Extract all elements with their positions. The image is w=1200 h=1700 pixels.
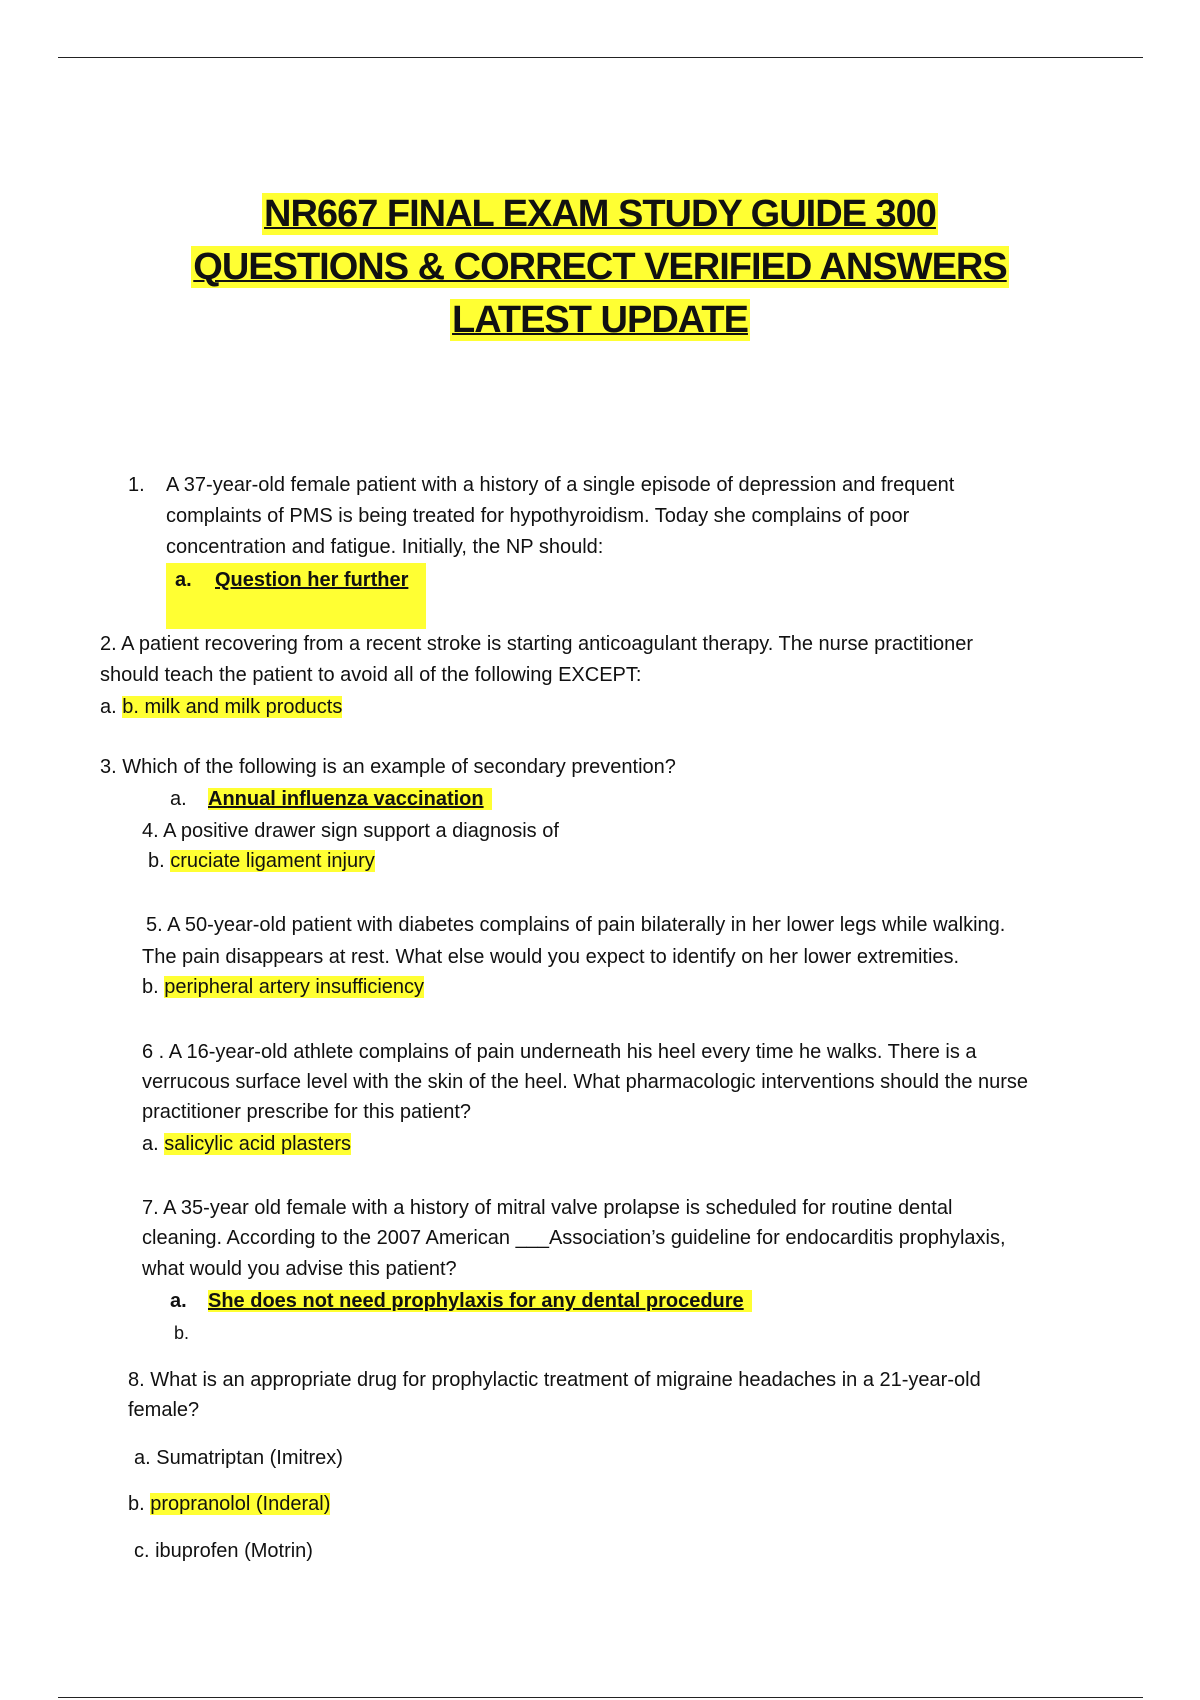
question-3-line-1: 3. Which of the following is an example of secondary prevention?: [100, 756, 676, 778]
question-8-option-c: c. ibuprofen (Motrin): [134, 1540, 313, 1562]
question-4-line-1: 4. A positive drawer sign support a diagnosis of: [142, 820, 559, 842]
title-line-2: QUESTIONS & CORRECT VERIFIED ANSWERS: [193, 246, 1007, 288]
question-7-line-3: what would you advise this patient?: [142, 1258, 457, 1280]
question-2-line-2: should teach the patient to avoid all of the following EXCEPT:: [100, 664, 642, 686]
question-7-line-1: 7. A 35-year old female with a history of mitral valve prolapse is scheduled for routine dental: [142, 1197, 953, 1219]
question-2-line-1: 2. A patient recovering from a recent stroke is starting anticoagulant therapy. The nurse practitioner: [100, 633, 974, 655]
question-7-answer: a. She does not need prophylaxis for any dental procedure: [170, 1286, 752, 1317]
question-4-answer: b. cruciate ligament injury: [148, 850, 375, 872]
question-7-line-2: cleaning. According to the 2007 American ___Association’s guideline for endocarditis prophylaxis,: [142, 1227, 1006, 1249]
question-6-line-1: 6 . A 16-year-old athlete complains of pain underneath his heel every time he walks. There is a: [142, 1041, 977, 1063]
question-6-line-3: practitioner prescribe for this patient?: [142, 1101, 472, 1123]
document-title: [0, 188, 1200, 347]
question-1-answer: a. Question her further: [175, 569, 409, 591]
question-5-answer: b. peripheral artery insufficiency: [142, 976, 425, 998]
question-6-answer: a. salicylic acid plasters: [142, 1133, 351, 1155]
question-8-option-a: a. Sumatriptan (Imitrex): [134, 1447, 343, 1469]
footer-rule: [58, 1697, 1143, 1698]
question-7-option-b: b.: [174, 1323, 190, 1343]
question-8-line-1: 8. What is an appropriate drug for prophylactic treatment of migraine headaches in a 21-year-old: [128, 1369, 981, 1391]
question-1-line-3: concentration and fatigue. Initially, the NP should:: [166, 536, 604, 558]
header-rule: [58, 57, 1143, 58]
question-1-line-2: complaints of PMS is being treated for hypothyroidism. Today she complains of poor: [166, 505, 910, 527]
question-number: 1.: [128, 474, 145, 496]
title-line-3: LATEST UPDATE: [452, 299, 748, 341]
question-8-line-2: female?: [128, 1399, 200, 1421]
question-8-option-b: b. propranolol (Inderal): [128, 1493, 331, 1515]
question-1-line-1: 1. A 37-year-old female patient with a history of a single episode of depression and frequent: [128, 470, 954, 501]
question-5-line-1: 5. A 50-year-old patient with diabetes complains of pain bilaterally in her lower legs while walking.: [146, 914, 1006, 936]
question-5-line-2: The pain disappears at rest. What else would you expect to identify on her lower extremities.: [142, 946, 960, 968]
question-6-line-2: verrucous surface level with the skin of the heel. What pharmacologic interventions should the nurse: [142, 1071, 1029, 1093]
title-line-1: NR667 FINAL EXAM STUDY GUIDE 300: [264, 193, 936, 235]
fill-in-blank: ___: [515, 1227, 549, 1249]
question-2-answer: a. b. milk and milk products: [100, 696, 343, 718]
question-3-answer: a. Annual influenza vaccination: [170, 784, 492, 815]
